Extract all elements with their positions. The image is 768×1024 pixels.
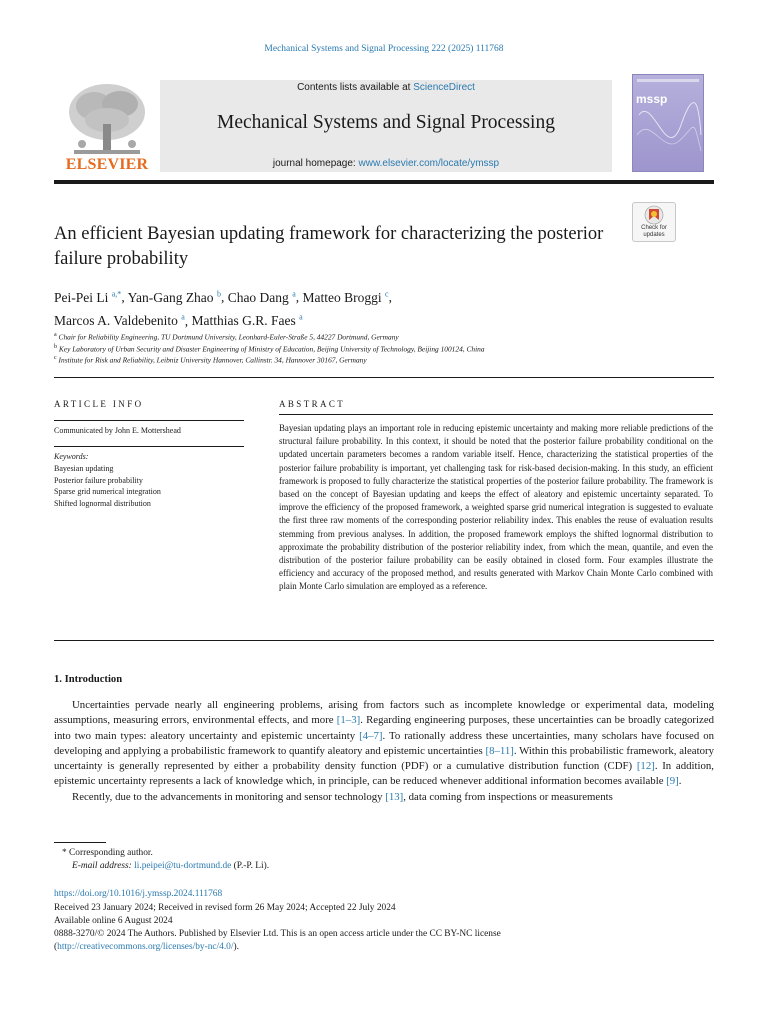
received-dates: Received 23 January 2024; Received in revised form 26 May 2024; Accepted 22 July 2024	[54, 903, 396, 913]
author-2[interactable]: Yan-Gang Zhao $^b$	[127, 289, 221, 305]
affiliation-a: $^a$ Chair for Reliability Engineering, TU Dortmund University, Leonhard-Euler-Straße 5, 44227 Dortmund, Germany	[54, 332, 399, 342]
author-3[interactable]: Chao Dang $^a$	[227, 289, 296, 305]
citation-link[interactable]: [9]	[666, 775, 679, 788]
footnote-rule	[54, 842, 106, 843]
keyword-2: Posterior failure probability	[54, 475, 143, 485]
corresponding-author-note: * Corresponding author.	[62, 848, 153, 858]
citation-link[interactable]: [8–11]	[485, 744, 514, 757]
journal-reference-link[interactable]: Mechanical Systems and Signal Processing 222 (2025) 111768	[264, 44, 504, 54]
license-link[interactable]: http://creativecommons.org/licenses/by-nc/4.0/	[57, 941, 234, 952]
keyword-1: Bayesian updating	[54, 463, 114, 473]
email-note: E-mail address: li.peipei@tu-dortmund.de (P.-P. Li).	[72, 861, 270, 871]
author-6[interactable]: Matthias G.R. Faes $^a$	[191, 312, 303, 328]
check-for-updates-label: Check for updates	[641, 225, 667, 238]
homepage-prefix: journal homepage:	[272, 158, 359, 169]
keywords-label: Keywords:	[54, 452, 89, 461]
cover-title: mssp	[636, 92, 668, 106]
author-5[interactable]: Marcos A. Valdebenito $^a$	[54, 312, 185, 328]
article-info-rule	[54, 420, 244, 421]
journal-title: Mechanical Systems and Signal Processing	[217, 112, 555, 133]
journal-homepage	[160, 158, 612, 169]
author-1[interactable]: Pei-Pei Li $^{a,*}$	[54, 289, 122, 305]
contents-prefix: Contents lists available at	[297, 82, 414, 93]
author-list: Pei-Pei Li $^{a,*}$, Yan-Gang Zhao $^b$, Chao Dang $^a$, Matteo Broggi $^c$, Marcos A. Valdebenito $^a$, Matthias G.R. Faes $^a$	[54, 289, 392, 328]
paper-title: An efficient Bayesian updating framework for characterizing the posterior failure probability	[54, 224, 604, 269]
affiliation-divider	[54, 377, 714, 378]
email-link[interactable]: li.peipei@tu-dortmund.de	[134, 861, 232, 871]
journal-cover-image[interactable]	[632, 74, 704, 172]
homepage-link[interactable]: www.elsevier.com/locate/ymssp	[358, 158, 500, 169]
keyword-4: Shifted lognormal distribution	[54, 499, 151, 509]
abstract-bottom-divider	[54, 640, 714, 641]
section-heading-introduction: 1. Introduction	[54, 674, 123, 685]
introduction-body	[54, 698, 714, 805]
citation-link[interactable]: [1–3]	[336, 714, 361, 727]
intro-paragraph-2: Recently, due to the advancements in monitoring and sensor technology [13], data coming from inspections or measurements	[72, 790, 613, 803]
abstract-text: Bayesian updating plays an important role in reducing epistemic uncertainty and making more reliable predictions of the structural failure probability. In this context, it should be noted that the posterior failure probability conditional on the updated uncertain parameters becomes a random variable itself. Hence, characterizing the statistical properties of the posterior failure probability is important, yet challenging task for risk-based decision-making. In this study, an efficient framework is proposed to fully characterize the statistical properties of the posterior failure probability. The framework is based on the concept of Bayesian updating and keeps the effect of aleatory and epistemic uncertainty separated. To improve the efficiency of the proposed framework, a weighted sparse grid numerical integration is suggested to evaluate the first three raw moments of the corresponding posterior reliability index. This enables the reuse of evaluation results stemming from previous analyses. In addition, the proposed framework employs the shifted lognormal distribution to approximate the probability distribution of the posterior reliability index, from which the mean, quantile, and even the distribution of the posterior failure probability can be easily obtained in closed form. Four examples illustrate the efficiency and accuracy of the proposed method, and results generated with Markov Chain Monte Carlo combined with plain Monte Carlo simulation are employed as a reference.	[279, 423, 713, 592]
citation-link[interactable]: [12]	[636, 760, 655, 773]
keyword-3: Sparse grid numerical integration	[54, 487, 161, 497]
contents-availability	[160, 82, 612, 93]
communicated-by: Communicated by John E. Mottershead	[54, 426, 181, 435]
doi-link[interactable]: https://doi.org/10.1016/j.ymssp.2024.111768	[54, 889, 223, 899]
citation-link[interactable]: [13]	[385, 790, 404, 803]
keywords-rule	[54, 446, 244, 447]
abstract-heading: ABSTRACT	[279, 399, 346, 409]
author-4[interactable]: Matteo Broggi $^c$	[302, 289, 389, 305]
license-text: 0888-3270/© 2024 The Authors. Published by Elsevier Ltd. This is an open access article under the CC BY-NC license (http://creativecommons.org/licenses/by-nc/4.0/).	[54, 929, 501, 952]
keywords-block	[54, 451, 244, 510]
article-info-heading: ARTICLE INFO	[54, 399, 144, 409]
intro-paragraph-1: Uncertainties pervade nearly all engineering problems, arising from factors such as incomplete knowledge or experimental data, modeling assumptions, measuring errors, environmental effects, and more [1–3]. Regarding engineering purposes, these uncertainties can be broadly categorized into two main types: aleatory uncertainty and epistemic uncertainty [4–7]. To rationally address these uncertainties, many scholars have focused on developing and applying a probabilistic framework to quantify aleatory and epistemic uncertainties [8–11]. Within this probabilistic framework, aleatory uncertainty is generally represented by either a probability density function (PDF) or a cumulative distribution function (CDF) [12]. In addition, epistemic uncertainty represents a lack of knowledge which, in principle, can be reduced whenever additional information becomes available [9].	[54, 699, 715, 788]
citation-link[interactable]: [4–7]	[359, 729, 383, 742]
affiliation-c: $^c$ Institute for Risk and Reliability, Leibniz University Hannover, Callinstr. 34, Hannover 30167, Germany	[54, 355, 367, 365]
elsevier-wordmark: ELSEVIER	[65, 156, 149, 173]
abstract-rule	[279, 414, 713, 415]
affiliation-b: $^b$ Key Laboratory of Urban Security and Disaster Engineering of Ministry of Education, Beijing University of Technology, Beijing 100124, China	[54, 344, 485, 354]
header-divider	[54, 180, 714, 184]
sciencedirect-link[interactable]: ScienceDirect	[413, 82, 475, 93]
online-date: Available online 6 August 2024	[54, 916, 173, 926]
